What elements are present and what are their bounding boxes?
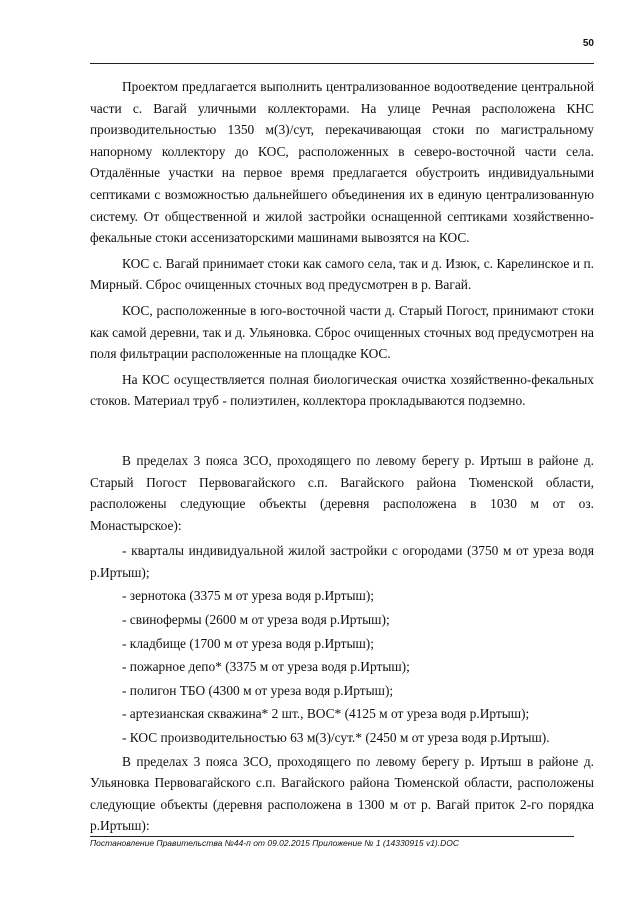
page-number: 50 [582, 38, 594, 49]
paragraph: В пределах 3 пояса ЗСО, проходящего по левому берегу р. Иртыш в районе д. Старый Погост Первовагайского с.п. Вагайского района Тюменской области, расположены следующие объекты (деревня расположена в 1030 м от оз. Монастырское): [90, 452, 594, 533]
list-item: - кладбище (1700 м от уреза водя р.Иртыш); [122, 635, 374, 651]
paragraph: КОС, расположенные в юго-восточной части д. Старый Погост, принимают стоки как самой деревни, так и д. Ульяновка. Сброс очищенных сточных вод предусмотрен на поля фильтрации расположенные на площадке КОС. [90, 302, 594, 362]
list-item: - зернотока (3375 м от уреза водя р.Иртыш); [122, 588, 375, 604]
paragraph: КОС с. Вагай принимает стоки как самого села, так и д. Изюк, с. Карелинское и п. Мирный. Сброс очищенных сточных вод предусмотрен в р. Вагай. [90, 255, 594, 293]
header-rule [90, 63, 594, 64]
list-item: - артезианская скважина* 2 шт., ВОС* (4125 м от уреза водя р.Иртыш); [122, 706, 530, 722]
paragraph: Проектом предлагается выполнить централизованное водоотведение центральной части с. Вагай уличными коллекторами. На улице Речная расположена КНС производительностью 1350 м(3)/сут, перекачивающая стоки по магистральному напорному коллектору до КОС, расположенных в северо-восточной части села. Отдалённые участки на первое время предлагается обустроить индивидуальными септиками с возможностью дальнейшего объединения их в единую централизованную систему. От общественной и жилой застройки оснащенной септиками хозяйственно-фекальные стоки ассенизаторскими машинами вывозятся на КОС. [90, 79, 594, 246]
paragraph: На КОС осуществляется полная биологическая очистка хозяйственно-фекальных стоков. Материал труб - полиэтилен, коллектора прокладываются подземно. [90, 371, 594, 409]
list-item: - свинофермы (2600 м от уреза водя р.Иртыш); [122, 612, 390, 628]
list-item: - кварталы индивидуальной жилой застройки с огородами (3750 м от уреза водя р.Иртыш); [90, 543, 594, 580]
footer-rule [90, 836, 574, 837]
document-body [90, 76, 594, 837]
paragraph: В пределах 3 пояса ЗСО, проходящего по левому берегу р. Иртыш в районе д. Ульяновка Первовагайского с.п. Вагайского района Тюменской области, расположены следующие объекты (деревня расположена в 1300 м от р. Вагай приток 2-го порядка р.Иртыш): [90, 753, 594, 834]
footer-text: Постановление Правительства №44-п от 09.02.2015 Приложение № 1 (14330915 v1).DOC [90, 838, 460, 848]
list-item: - пожарное депо* (3375 м от уреза водя р.Иртыш); [122, 659, 410, 675]
list-item: - КОС производительностью 63 м(3)/сут.* (2450 м от уреза водя р.Иртыш). [122, 730, 550, 746]
list-item: - полигон ТБО (4300 м от уреза водя р.Иртыш); [122, 682, 394, 698]
